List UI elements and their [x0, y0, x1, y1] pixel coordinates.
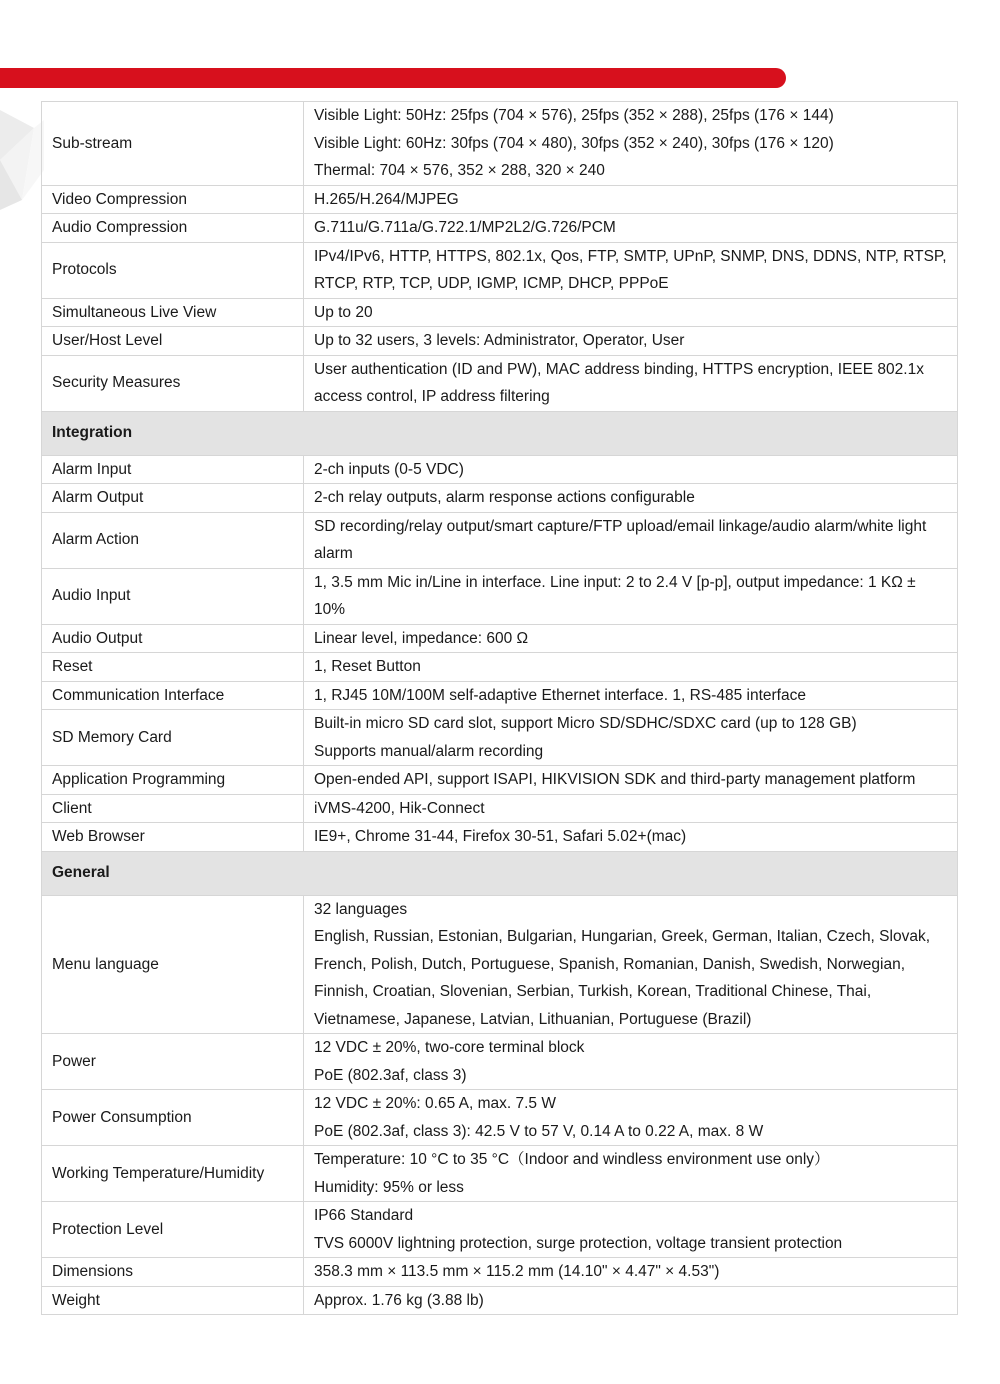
spec-value-line: TVS 6000V lightning protection, surge protection, voltage transient protection: [314, 1234, 843, 1252]
spec-value-line: 358.3 mm × 113.5 mm × 115.2 mm (14.10" × 4.47" × 4.53"): [314, 1263, 720, 1280]
specification-table: [41, 101, 958, 1315]
spec-label: Power Consumption: [42, 1090, 304, 1146]
spec-row: [42, 1090, 958, 1146]
spec-value-line: Built-in micro SD card slot, support Micro SD/SDHC/SDXC card (up to 128 GB): [314, 715, 857, 732]
spec-value-line: SD recording/relay output/smart capture/FTP upload/email linkage/audio alarm/white light alarm: [314, 517, 927, 562]
spec-value: [304, 242, 958, 298]
spec-label: Alarm Output: [42, 484, 304, 513]
spec-value-line: 1, Reset Button: [314, 658, 421, 675]
spec-value: [304, 1202, 958, 1258]
spec-row: [42, 1258, 958, 1287]
spec-value-line: Approx. 1.76 kg (3.88 lb): [314, 1291, 484, 1309]
spec-value-line: IP66 Standard: [314, 1207, 414, 1224]
decorative-polygon-graphic: [0, 100, 44, 210]
section-title: General: [42, 851, 958, 895]
spec-value: [304, 102, 958, 186]
spec-value-line: 12 VDC ± 20%: 0.65 A, max. 7.5 W: [314, 1095, 556, 1112]
spec-value: [304, 823, 958, 852]
spec-row: [42, 512, 958, 568]
spec-label: Security Measures: [42, 355, 304, 411]
spec-value: [304, 298, 958, 327]
spec-label: SD Memory Card: [42, 710, 304, 766]
spec-label: Menu language: [42, 895, 304, 1034]
spec-value: [304, 794, 958, 823]
spec-value-line: Open-ended API, support ISAPI, HIKVISION SDK and third-party management platform: [314, 771, 916, 788]
spec-value-line: PoE (802.3af, class 3): 42.5 V to 57 V, 0.14 A to 0.22 A, max. 8 W: [314, 1122, 764, 1140]
spec-value-line: User authentication (ID and PW), MAC address binding, HTTPS encryption, IEEE 802.1x access control, IP address filtering: [314, 360, 924, 405]
spec-row: [42, 327, 958, 356]
spec-row: [42, 653, 958, 682]
spec-label: Power: [42, 1034, 304, 1090]
spec-row: [42, 794, 958, 823]
spec-value: [304, 653, 958, 682]
spec-value: [304, 455, 958, 484]
spec-value: [304, 710, 958, 766]
spec-label: Communication Interface: [42, 681, 304, 710]
header-accent-bar: [0, 68, 786, 88]
spec-label: Sub-stream: [42, 102, 304, 186]
section-title: Integration: [42, 411, 958, 455]
spec-label: Simultaneous Live View: [42, 298, 304, 327]
spec-value: [304, 327, 958, 356]
spec-value: [304, 895, 958, 1034]
spec-label: Application Programming: [42, 766, 304, 795]
spec-value: [304, 1034, 958, 1090]
spec-value-line: 32 languages: [314, 900, 408, 918]
spec-value: [304, 568, 958, 624]
spec-value: [304, 484, 958, 513]
spec-label: Alarm Input: [42, 455, 304, 484]
spec-row: [42, 484, 958, 513]
spec-row: [42, 895, 958, 1034]
spec-value-line: H.265/H.264/MJPEG: [314, 190, 459, 208]
spec-value: [304, 185, 958, 214]
spec-label: Video Compression: [42, 185, 304, 214]
spec-value-line: IPv4/IPv6, HTTP, HTTPS, 802.1x, Qos, FTP, SMTP, UPnP, SNMP, DNS, DDNS, NTP, RTSP, RTCP, RTP, TCP, UDP, IGMP, ICMP, DHCP, PPPoE: [314, 247, 947, 292]
spec-row: [42, 1146, 958, 1202]
spec-value: [304, 1090, 958, 1146]
spec-row: [42, 681, 958, 710]
spec-value: [304, 1146, 958, 1202]
spec-value-line: Supports manual/alarm recording: [314, 742, 544, 760]
spec-row: [42, 710, 958, 766]
spec-value-line: Up to 20: [314, 303, 373, 321]
spec-value-line: iVMS-4200, Hik-Connect: [314, 799, 485, 817]
spec-value-line: 1, 3.5 mm Mic in/Line in interface. Line input: 2 to 2.4 V [p-p], output impedance: 1 KΩ ± 10%: [314, 573, 916, 618]
spec-value: [304, 512, 958, 568]
spec-value-line: IE9+, Chrome 31-44, Firefox 30-51, Safari 5.02+(mac): [314, 828, 687, 845]
spec-label: Dimensions: [42, 1258, 304, 1287]
section-header-row: [42, 411, 958, 455]
spec-label: Weight: [42, 1286, 304, 1315]
spec-label: Client: [42, 794, 304, 823]
spec-label: Alarm Action: [42, 512, 304, 568]
spec-value-line: Temperature: 10 °C to 35 °C（Indoor and windless environment use only）: [314, 1151, 830, 1168]
spec-value: [304, 1286, 958, 1315]
spec-label: User/Host Level: [42, 327, 304, 356]
spec-row: [42, 624, 958, 653]
spec-row: [42, 102, 958, 186]
spec-value-line: G.711u/G.711a/G.722.1/MP2L2/G.726/PCM: [314, 219, 616, 236]
spec-value-line: Visible Light: 60Hz: 30fps (704 × 480), 30fps (352 × 240), 30fps (176 × 120): [314, 134, 834, 152]
section-header-row: [42, 851, 958, 895]
spec-value-line: English, Russian, Estonian, Bulgarian, Hungarian, Greek, German, Italian, Czech, Slovak, French, Polish, Dutch, Portuguese, Spanish, Romanian, Danish, Swedish, Norwegian, Finnish, Croatian, Slovenian, Serbian, Turkish, Korean, Traditional Chinese, Thai, Vietnamese, Japanese, Latvian, Lithuanian, Portuguese (Brazil): [314, 928, 931, 1028]
spec-row: [42, 298, 958, 327]
spec-row: [42, 242, 958, 298]
spec-value: [304, 355, 958, 411]
spec-value-line: Up to 32 users, 3 levels: Administrator, Operator, User: [314, 332, 685, 349]
spec-value-line: 12 VDC ± 20%, two-core terminal block: [314, 1039, 585, 1056]
spec-row: [42, 1286, 958, 1315]
spec-row: [42, 823, 958, 852]
spec-label: Protection Level: [42, 1202, 304, 1258]
spec-label: Audio Input: [42, 568, 304, 624]
spec-value-line: PoE (802.3af, class 3): [314, 1066, 467, 1084]
spec-row: [42, 1034, 958, 1090]
spec-row: [42, 766, 958, 795]
spec-label: Reset: [42, 653, 304, 682]
spec-value-line: Thermal: 704 × 576, 352 × 288, 320 × 240: [314, 162, 605, 179]
spec-row: [42, 1202, 958, 1258]
spec-label: Protocols: [42, 242, 304, 298]
spec-value: [304, 681, 958, 710]
spec-value: [304, 1258, 958, 1287]
spec-value-line: 2-ch inputs (0-5 VDC): [314, 460, 464, 478]
spec-row: [42, 455, 958, 484]
spec-value: [304, 624, 958, 653]
spec-label: Web Browser: [42, 823, 304, 852]
spec-row: [42, 214, 958, 243]
spec-label: Working Temperature/Humidity: [42, 1146, 304, 1202]
spec-value-line: Linear level, impedance: 600 Ω: [314, 629, 529, 647]
spec-value-line: 2-ch relay outputs, alarm response actions configurable: [314, 489, 695, 506]
spec-label: Audio Output: [42, 624, 304, 653]
spec-row: [42, 355, 958, 411]
spec-value-line: 1, RJ45 10M/100M self-adaptive Ethernet interface. 1, RS-485 interface: [314, 686, 806, 704]
spec-value: [304, 214, 958, 243]
spec-row: [42, 185, 958, 214]
spec-row: [42, 568, 958, 624]
spec-value-line: Visible Light: 50Hz: 25fps (704 × 576), 25fps (352 × 288), 25fps (176 × 144): [314, 107, 834, 124]
spec-value: [304, 766, 958, 795]
spec-label: Audio Compression: [42, 214, 304, 243]
spec-value-line: Humidity: 95% or less: [314, 1178, 464, 1196]
